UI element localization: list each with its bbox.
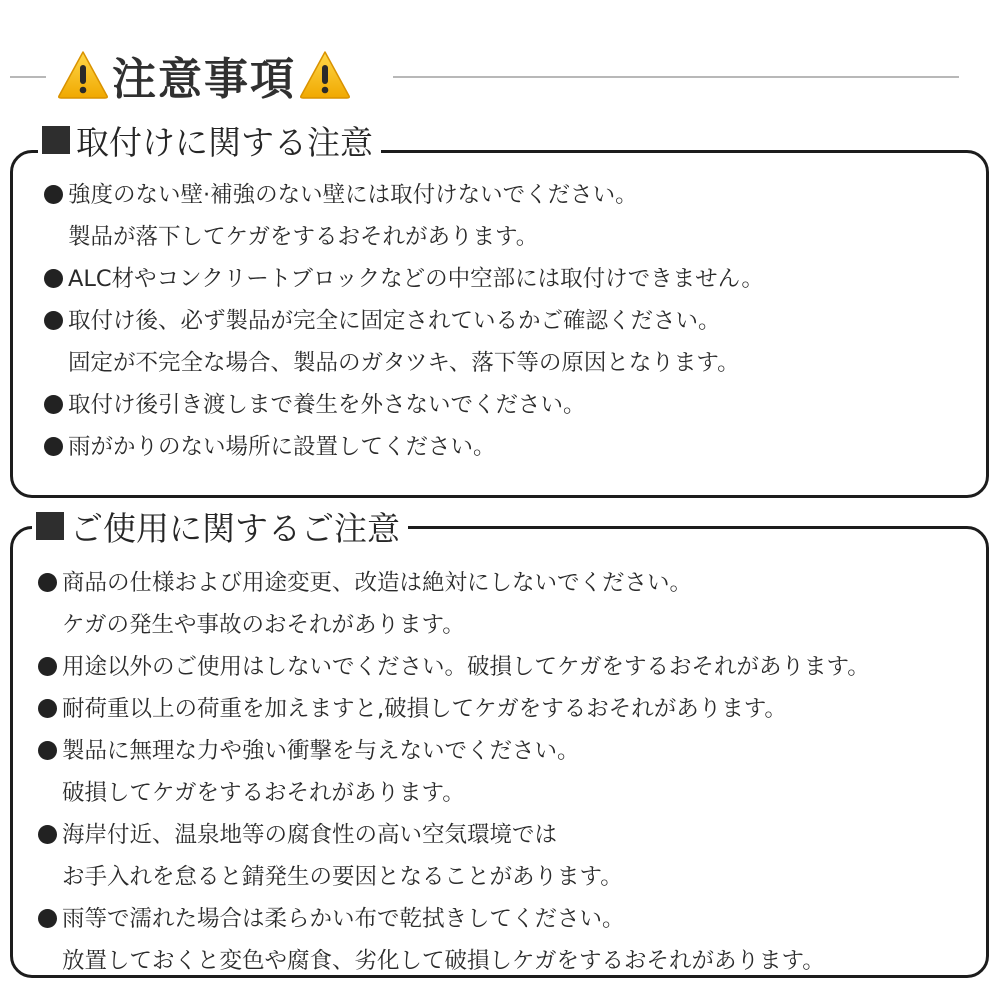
item-note: 製品が落下してケガをするおそれがあります。 (68, 224, 539, 250)
item-note: ケガの発生や事故のおそれがあります。 (62, 612, 465, 638)
bullet-dot-icon (38, 909, 57, 928)
bullet-dot-icon (44, 185, 63, 204)
bullet-dot-icon (44, 437, 63, 456)
item-text: 強度のない壁·補強のない壁には取付けないでください。 (68, 182, 638, 208)
item-text: 取付け後引き渡しまで養生を外さないでください。 (68, 392, 586, 418)
item-note: お手入れを怠ると錆発生の要因となることがあります。 (62, 864, 623, 890)
item-text: 雨がかりのない場所に設置してください。 (68, 434, 496, 460)
list-item (38, 898, 870, 940)
list-item (44, 300, 764, 342)
list-item (38, 814, 870, 856)
item-text: ALC材やコンクリートブロックなどの中空部には取付けできません。 (68, 266, 764, 292)
list-item (38, 646, 870, 688)
bullet-dot-icon (38, 699, 57, 718)
item-text: 商品の仕様および用途変更、改造は絶対にしないでください。 (62, 570, 693, 596)
list-item (38, 730, 870, 772)
page-title (56, 40, 352, 110)
bullet-dot-icon (44, 395, 63, 414)
bullet-dot-icon (44, 269, 63, 288)
square-icon (42, 126, 70, 154)
item-note: 放置しておくと変色や腐食、劣化して破損しケガをするおそれがあります。 (62, 948, 825, 974)
bullet-dot-icon (44, 311, 63, 330)
item-text: 取付け後、必ず製品が完全に固定されているかご確認ください。 (68, 308, 721, 334)
usage-notes-heading (32, 504, 408, 548)
installation-notes-list (44, 174, 764, 468)
warning-icon (56, 48, 110, 102)
installation-notes-heading (38, 118, 381, 162)
warning-icon (298, 48, 352, 102)
title-rule-right (393, 76, 959, 78)
title-rule-left (10, 76, 46, 78)
item-text: 雨等で濡れた場合は柔らかい布で乾拭きしてください。 (62, 906, 625, 932)
heading-text: 取付けに関する注意 (76, 122, 373, 162)
list-item (44, 174, 764, 216)
list-item (44, 258, 764, 300)
title-row (0, 40, 1000, 110)
usage-notes-list (38, 562, 870, 982)
item-note: 固定が不完全な場合、製品のガタツキ、落下等の原因となります。 (68, 350, 740, 376)
list-item (44, 426, 764, 468)
item-text: 耐荷重以上の荷重を加えますと,破損してケガをするおそれがあります。 (62, 696, 787, 722)
item-text: 海岸付近、温泉地等の腐食性の高い空気環境では (62, 822, 558, 848)
list-item (38, 688, 870, 730)
item-text: 用途以外のご使用はしないでください。破損してケガをするおそれがあります。 (62, 654, 870, 680)
bullet-dot-icon (38, 573, 57, 592)
list-item (38, 562, 870, 604)
item-text: 製品に無理な力や強い衝撃を与えないでください。 (62, 738, 580, 764)
title-text: 注意事項 (112, 54, 296, 105)
heading-text: ご使用に関するご注意 (70, 508, 400, 548)
bullet-dot-icon (38, 657, 57, 676)
list-item (44, 384, 764, 426)
bullet-dot-icon (38, 741, 57, 760)
square-icon (36, 512, 64, 540)
bullet-dot-icon (38, 825, 57, 844)
item-note: 破損してケガをするおそれがあります。 (62, 780, 465, 806)
